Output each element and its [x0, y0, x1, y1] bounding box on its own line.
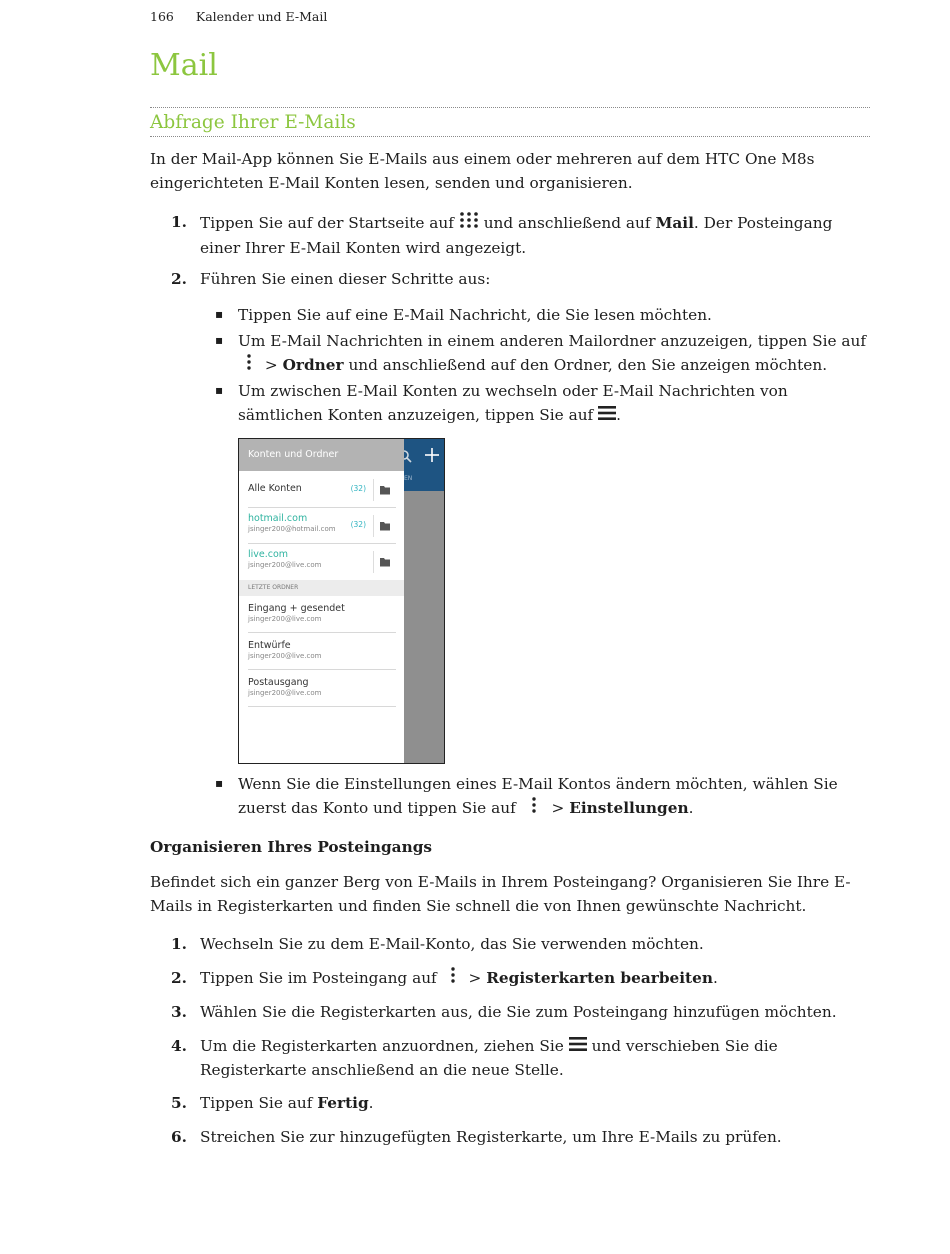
folder-icon[interactable] — [373, 479, 396, 501]
folder-name: Postausgang — [248, 677, 309, 688]
step-bold: Mail — [655, 213, 694, 232]
s2-step-6: Streichen Sie zur hinzugefügten Registerkarte, um Ihre E-Mails zu prüfen. — [200, 1128, 782, 1146]
intro-paragraph: In der Mail-App können Sie E-Mails aus einem oder mehreren auf dem HTC One M8s eingerichteten E-Mail Konten lesen, senden und organisieren. — [150, 150, 815, 192]
step-number: 6. — [171, 1128, 187, 1146]
step-number: 1. — [171, 213, 187, 231]
accounts-panel — [239, 439, 404, 763]
folder-account: jsinger200@live.com — [248, 615, 322, 623]
step-text: Tippen Sie auf — [200, 1094, 313, 1112]
step-text: . — [368, 1094, 374, 1112]
panel-header: Konten und Ordner — [239, 439, 404, 471]
plus-icon — [425, 447, 439, 466]
bullet-1: Tippen Sie auf eine E-Mail Nachricht, die Sie lesen möchten. — [238, 306, 712, 324]
folder-account: jsinger200@live.com — [248, 652, 322, 660]
bullet-text: > — [551, 798, 565, 817]
bullet-text: Um zwischen E-Mail Konten zu wechseln oder E-Mail Nachrichten von sämtlichen Konten anzuzeigen, tippen Sie auf — [238, 382, 788, 424]
s2-step-1: Wechseln Sie zu dem E-Mail-Konto, das Sie verwenden möchten. — [200, 935, 704, 953]
hamburger-menu-icon — [598, 404, 616, 428]
folder-account: jsinger200@live.com — [248, 689, 322, 697]
account-name: Alle Konten — [248, 483, 302, 494]
step-bold: Fertig — [317, 1094, 369, 1112]
step-number: 2. — [171, 969, 187, 987]
step-1 — [200, 211, 870, 260]
folder-name: Eingang + gesendet — [248, 603, 345, 614]
bullet-marker: ▪ — [215, 776, 224, 790]
step-text: . Der Posteingang einer Ihrer E-Mail Konten wird angezeigt. — [200, 213, 833, 257]
overflow-menu-icon — [450, 967, 456, 991]
bullet-3 — [238, 380, 870, 427]
folder-row[interactable] — [248, 673, 396, 707]
account-all[interactable] — [248, 473, 396, 508]
folder-icon[interactable] — [373, 515, 396, 537]
phone-app-bar — [404, 439, 445, 491]
recent-folders-section: LETZTE ORDNER — [239, 580, 404, 596]
bullet-text: > — [264, 355, 278, 374]
hamburger-menu-icon — [569, 1035, 587, 1059]
account-live[interactable] — [248, 545, 396, 579]
page-number: 166 — [150, 9, 174, 24]
behind-tab-label: EN — [404, 475, 413, 482]
overflow-menu-icon — [531, 797, 537, 821]
section2-intro: Befindet sich ein ganzer Berg von E-Mails in Ihrem Posteingang? Organisieren Sie Ihre E-Mails in Registerkarten und finden Sie schnell die von Ihnen gewünschte Nachricht. — [150, 873, 851, 915]
unread-count: (32) — [350, 520, 366, 529]
s2-step-3: Wählen Sie die Registerkarten aus, die Sie zum Posteingang hinzufügen möchten. — [200, 1003, 837, 1021]
bullet-text: und anschließend auf den Ordner, den Sie anzeigen möchten. — [348, 355, 828, 374]
account-name: live.com — [248, 549, 289, 560]
step-number: 3. — [171, 1003, 187, 1021]
bullet-bold: Ordner — [282, 355, 344, 374]
bullet-text: . — [616, 405, 621, 424]
step-text: . — [712, 969, 718, 987]
bullet-marker: ▪ — [215, 333, 224, 347]
step-number: 1. — [171, 935, 187, 953]
phone-screenshot — [238, 438, 445, 764]
bullet-marker: ▪ — [215, 383, 224, 397]
running-header — [150, 9, 327, 24]
chapter-name: Kalender und E-Mail — [195, 9, 328, 24]
apps-grid-icon — [459, 211, 479, 237]
section-title: Abfrage Ihrer E-Mails — [150, 112, 356, 133]
folder-icon[interactable] — [373, 551, 396, 573]
overflow-menu-icon — [246, 354, 252, 378]
account-email: jsinger200@live.com — [248, 561, 322, 569]
unread-count: (32) — [350, 484, 366, 493]
bullet-marker: ▪ — [215, 307, 224, 321]
step-text: > — [468, 969, 482, 987]
bullet-text: . — [688, 798, 694, 817]
step-text: Tippen Sie auf der Startseite auf — [200, 213, 454, 232]
step-text: und anschließend auf — [483, 213, 651, 232]
step-bold: Registerkarten bearbeiten — [486, 969, 713, 987]
bullet-2 — [238, 330, 870, 377]
divider-top — [150, 107, 870, 108]
folder-row[interactable] — [248, 636, 396, 670]
folder-name: Entwürfe — [248, 640, 291, 651]
divider-bottom — [150, 136, 870, 137]
account-email: jsinger200@hotmail.com — [248, 525, 336, 533]
step-number: 5. — [171, 1094, 187, 1112]
step-number: 2. — [171, 270, 187, 288]
bullet-bold: Einstellungen — [569, 798, 689, 817]
bullet-text: Um E-Mail Nachrichten in einem anderen Mailordner anzuzeigen, tippen Sie auf — [238, 332, 867, 350]
step-text: Tippen Sie im Posteingang auf — [200, 969, 437, 987]
folder-row[interactable] — [248, 599, 396, 633]
subsection-heading: Organisieren Ihres Posteingangs — [150, 838, 432, 856]
step-number: 4. — [171, 1037, 187, 1055]
bullet-text: Wenn Sie die Einstellungen eines E-Mail Kontos ändern möchten, wählen Sie zuerst das Konto und tippen Sie auf — [238, 775, 838, 817]
step-text: und verschieben Sie die Registerkarte anschließend an die neue Stelle. — [200, 1037, 778, 1079]
step-text: Um die Registerkarten anzuordnen, ziehen Sie — [200, 1037, 564, 1055]
account-name: hotmail.com — [248, 513, 308, 524]
bullet-4 — [238, 773, 870, 820]
s2-step-2 — [200, 967, 870, 991]
step-2: Führen Sie einen dieser Schritte aus: — [200, 270, 491, 288]
s2-step-5 — [200, 1092, 870, 1116]
account-hotmail[interactable] — [248, 509, 396, 544]
page-title: Mail — [150, 48, 218, 83]
s2-step-4 — [200, 1035, 870, 1082]
